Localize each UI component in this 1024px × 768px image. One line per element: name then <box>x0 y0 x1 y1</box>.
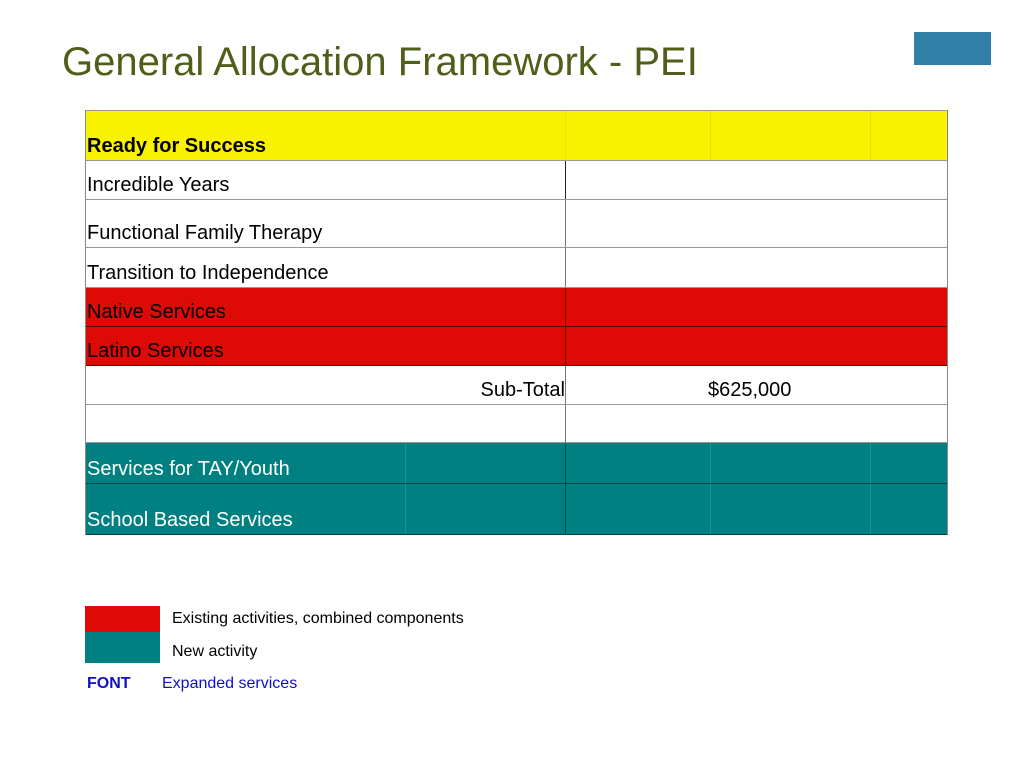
legend-font-desc: Expanded services <box>162 675 298 692</box>
legend-swatch-existing <box>85 606 160 632</box>
table-row-subtotal <box>86 366 947 405</box>
subtotal-label: Sub-Total <box>480 379 565 401</box>
table-row-empty <box>86 405 947 443</box>
row-label: School Based Services <box>87 509 293 531</box>
row-label: Transition to Independence <box>87 262 329 284</box>
table-row <box>86 161 947 200</box>
row-label: Latino Services <box>87 340 224 362</box>
allocation-table <box>85 110 948 535</box>
table-row-header <box>86 110 947 161</box>
legend-existing: Existing activities, combined components <box>172 610 464 627</box>
subtotal-value: $625,000 <box>708 379 792 401</box>
table-row <box>86 248 947 288</box>
legend-font-key: FONT <box>87 675 131 692</box>
row-label: Services for TAY/Youth <box>87 458 290 480</box>
legend-new: New activity <box>172 643 258 660</box>
table-row-new <box>86 484 947 535</box>
slide-title: General Allocation Framework - PEI <box>62 40 698 84</box>
accent-block <box>914 32 991 65</box>
table-row <box>86 200 947 248</box>
table-row-existing <box>86 327 947 366</box>
table-row-existing <box>86 288 947 327</box>
table-row-new <box>86 443 947 484</box>
row-label: Ready for Success <box>87 135 266 157</box>
row-label: Incredible Years <box>87 174 230 196</box>
legend-swatch-new <box>85 632 160 663</box>
row-label: Native Services <box>87 301 226 323</box>
row-label: Functional Family Therapy <box>87 222 323 244</box>
